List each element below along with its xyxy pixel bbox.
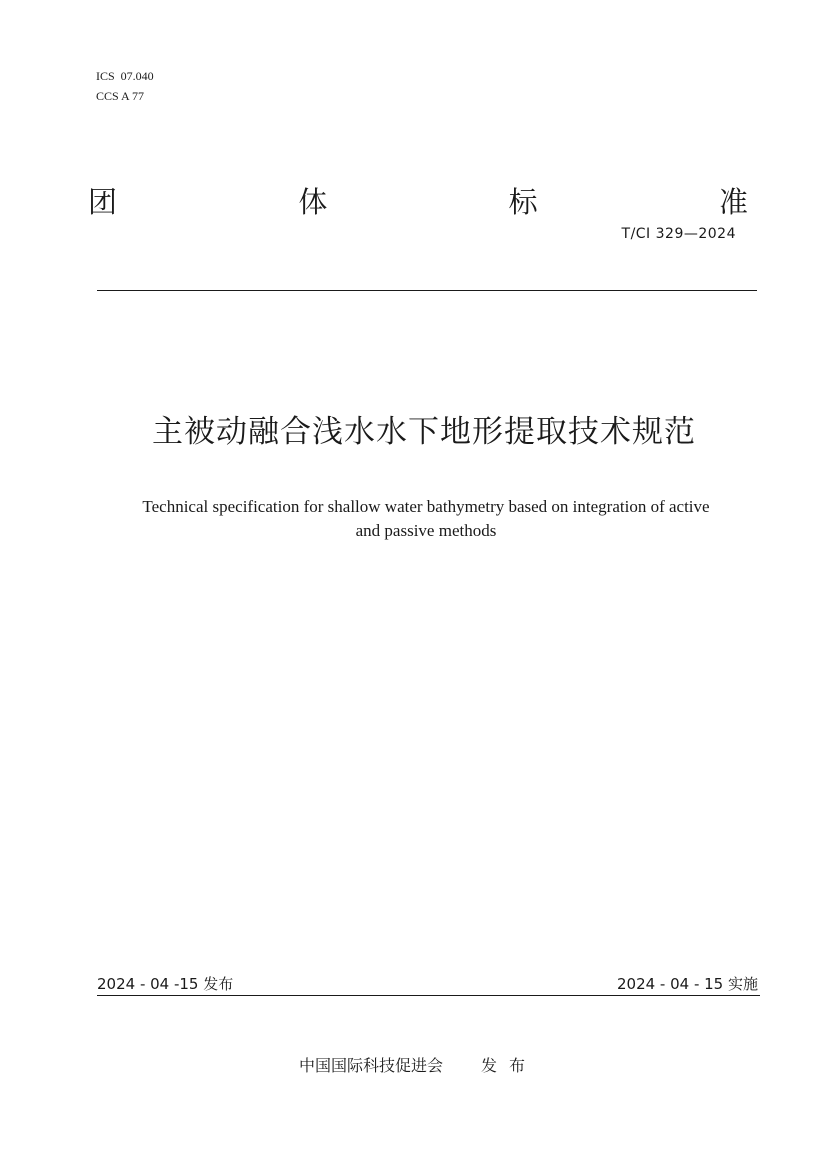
- standard-type-char-3: 标: [508, 185, 538, 219]
- ics-code: ICS 07.040: [96, 69, 154, 83]
- bottom-divider: [97, 995, 760, 996]
- issue-date: 2024 - 04 -15 发布: [97, 975, 234, 993]
- title-english-line-1: Technical specification for shallow water bathymetry based on integration of active: [142, 497, 710, 516]
- standard-type-char-2: 体: [298, 185, 328, 219]
- title-english: [96, 495, 756, 543]
- top-divider: [97, 290, 757, 291]
- title-english-line-2: and passive methods: [355, 521, 497, 540]
- publisher-line: [0, 1053, 815, 1076]
- classification-block: [96, 66, 154, 106]
- standard-type-char-4: 准: [718, 185, 748, 219]
- publisher-organization: 中国国际科技促进会: [298, 1056, 443, 1075]
- publisher-action: 发布: [481, 1056, 538, 1075]
- standard-type-heading: [88, 184, 748, 220]
- implement-date: 2024 - 04 - 15 实施: [616, 975, 758, 993]
- standard-code: T/CI 329—2024: [621, 226, 736, 242]
- standard-type-char-1: 团: [88, 185, 118, 219]
- title-chinese: 主被动融合浅水水下地形提取技术规范: [152, 414, 696, 450]
- ccs-code: CCS A 77: [96, 89, 145, 103]
